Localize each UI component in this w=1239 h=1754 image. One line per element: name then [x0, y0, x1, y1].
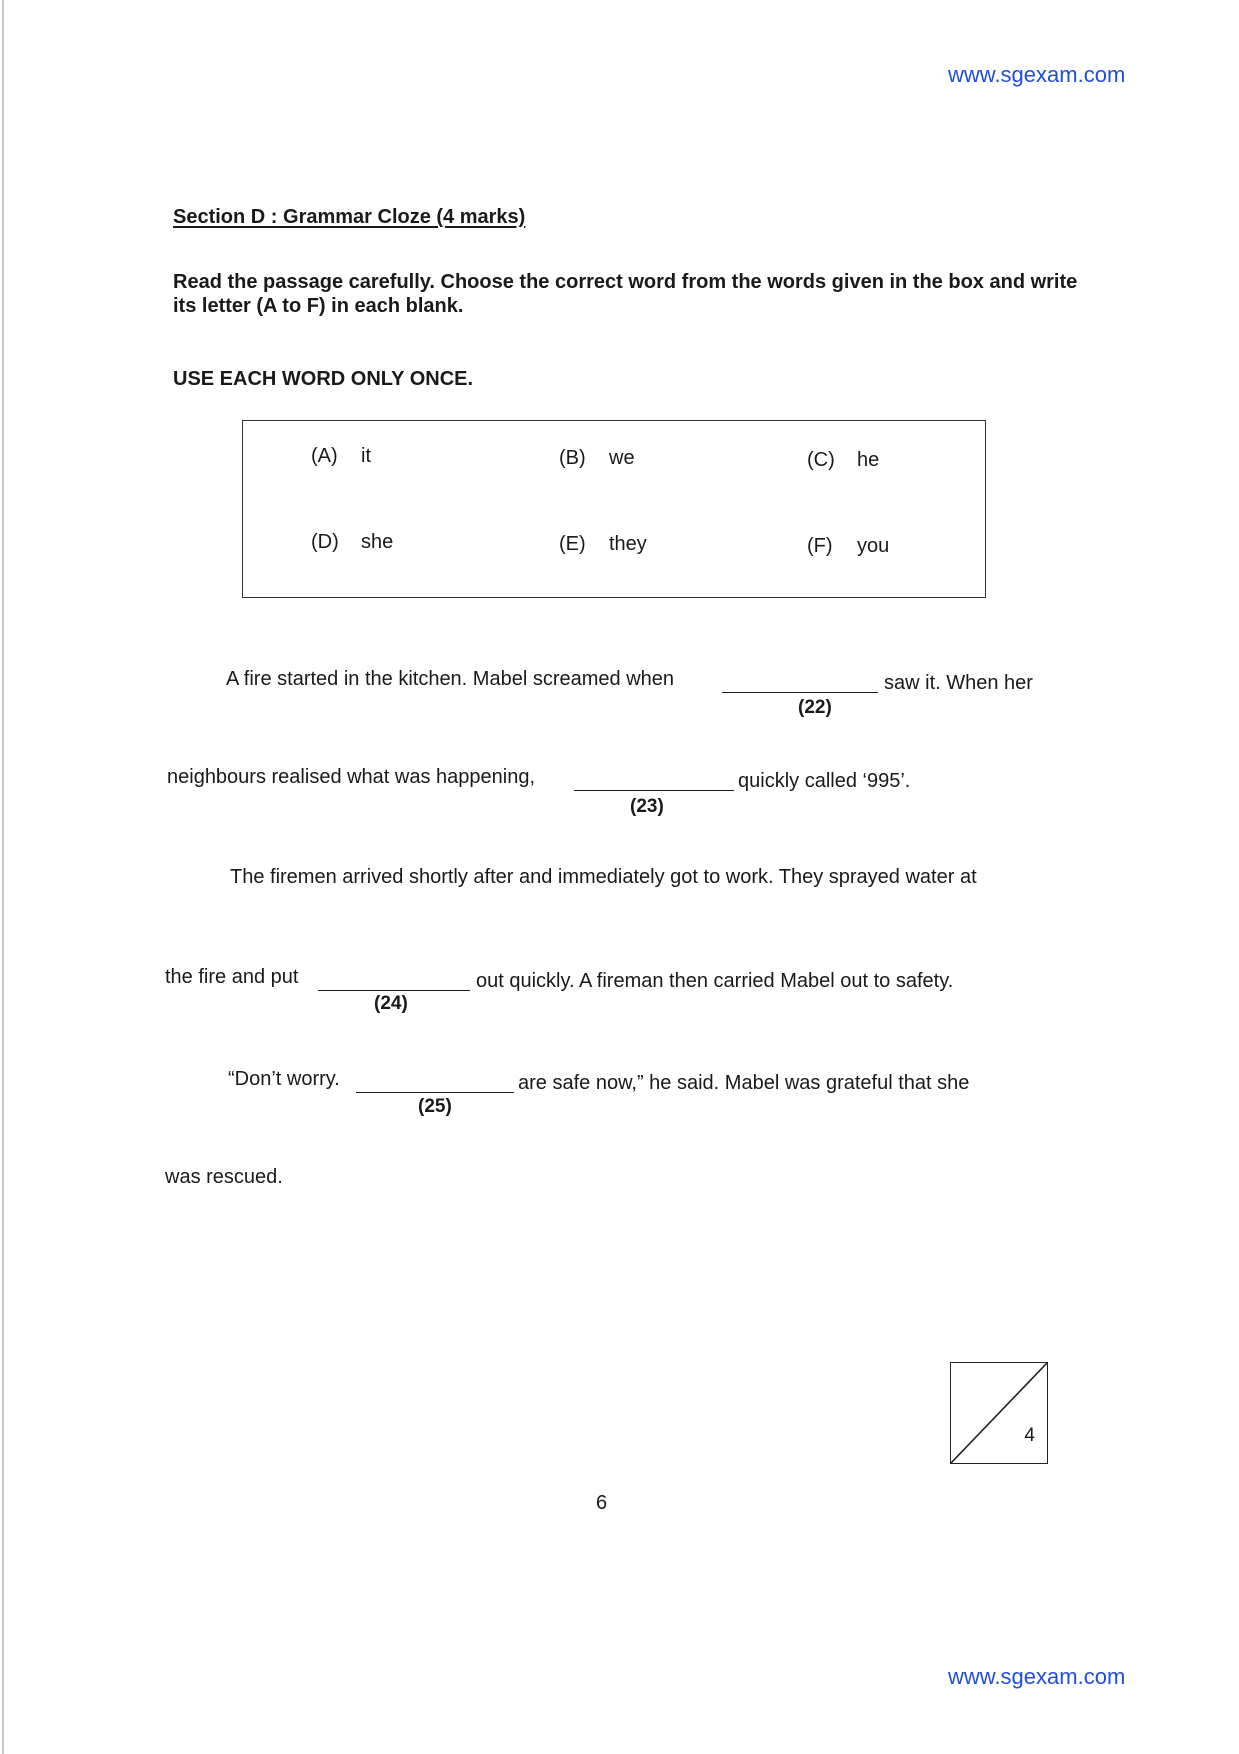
option-letter: (C) [807, 449, 835, 471]
footer-site-link[interactable]: www.sgexam.com [948, 1664, 1126, 1689]
passage-line-1b: saw it. When her [884, 672, 1033, 694]
header-site-link[interactable]: www.sgexam.com [948, 62, 1126, 87]
passage-line-5a: “Don’t worry. [228, 1068, 340, 1090]
option-letter: (A) [311, 445, 338, 467]
question-number-23: (23) [630, 796, 664, 817]
answer-blank-23[interactable] [574, 790, 734, 791]
answer-blank-24[interactable] [318, 990, 470, 991]
passage-line-2b: quickly called ‘995’. [738, 770, 911, 792]
rule-text: USE EACH WORD ONLY ONCE. [173, 368, 474, 390]
scan-edge [2, 0, 4, 1754]
marks-diagonal [951, 1363, 1047, 1463]
option-b [559, 447, 635, 470]
option-letter: (F) [807, 535, 833, 557]
passage-line-2a: neighbours realised what was happening, [167, 766, 536, 788]
answer-blank-25[interactable] [356, 1092, 514, 1093]
word-box [242, 420, 986, 598]
option-letter: (E) [559, 533, 586, 555]
question-number-22: (22) [798, 697, 832, 718]
option-a [311, 445, 371, 468]
page-number: 6 [596, 1492, 608, 1514]
option-e [559, 533, 647, 556]
question-number-25: (25) [418, 1096, 452, 1117]
option-word: you [857, 535, 890, 557]
passage-line-5b: are safe now,” he said. Mabel was grateful that she [518, 1072, 970, 1094]
option-word: she [361, 531, 394, 553]
passage-line-3: The firemen arrived shortly after and immediately got to work. They sprayed water at [230, 866, 977, 888]
passage-line-4b: out quickly. A fireman then carried Mabel out to safety. [476, 970, 954, 992]
question-number-24: (24) [374, 993, 408, 1014]
passage-line-4a: the fire and put [165, 966, 299, 988]
option-letter: (B) [559, 447, 586, 469]
marks-total: 4 [1024, 1425, 1035, 1446]
marks-box [950, 1362, 1048, 1464]
option-word: we [609, 447, 635, 469]
option-f [807, 535, 889, 558]
option-word: he [857, 449, 880, 471]
instructions: Read the passage carefully. Choose the correct word from the words given in the box and write its letter (A to F) in each blank. [173, 271, 1078, 317]
answer-blank-22[interactable] [722, 692, 878, 693]
passage-line-6: was rescued. [165, 1166, 283, 1188]
section-heading: Section D : Grammar Cloze (4 marks) [173, 206, 526, 228]
passage-line-1a: A fire started in the kitchen. Mabel screamed when [226, 668, 675, 690]
option-letter: (D) [311, 531, 339, 553]
option-c [807, 449, 879, 472]
option-word: it [361, 445, 371, 467]
option-d [311, 531, 393, 554]
option-word: they [609, 533, 647, 555]
